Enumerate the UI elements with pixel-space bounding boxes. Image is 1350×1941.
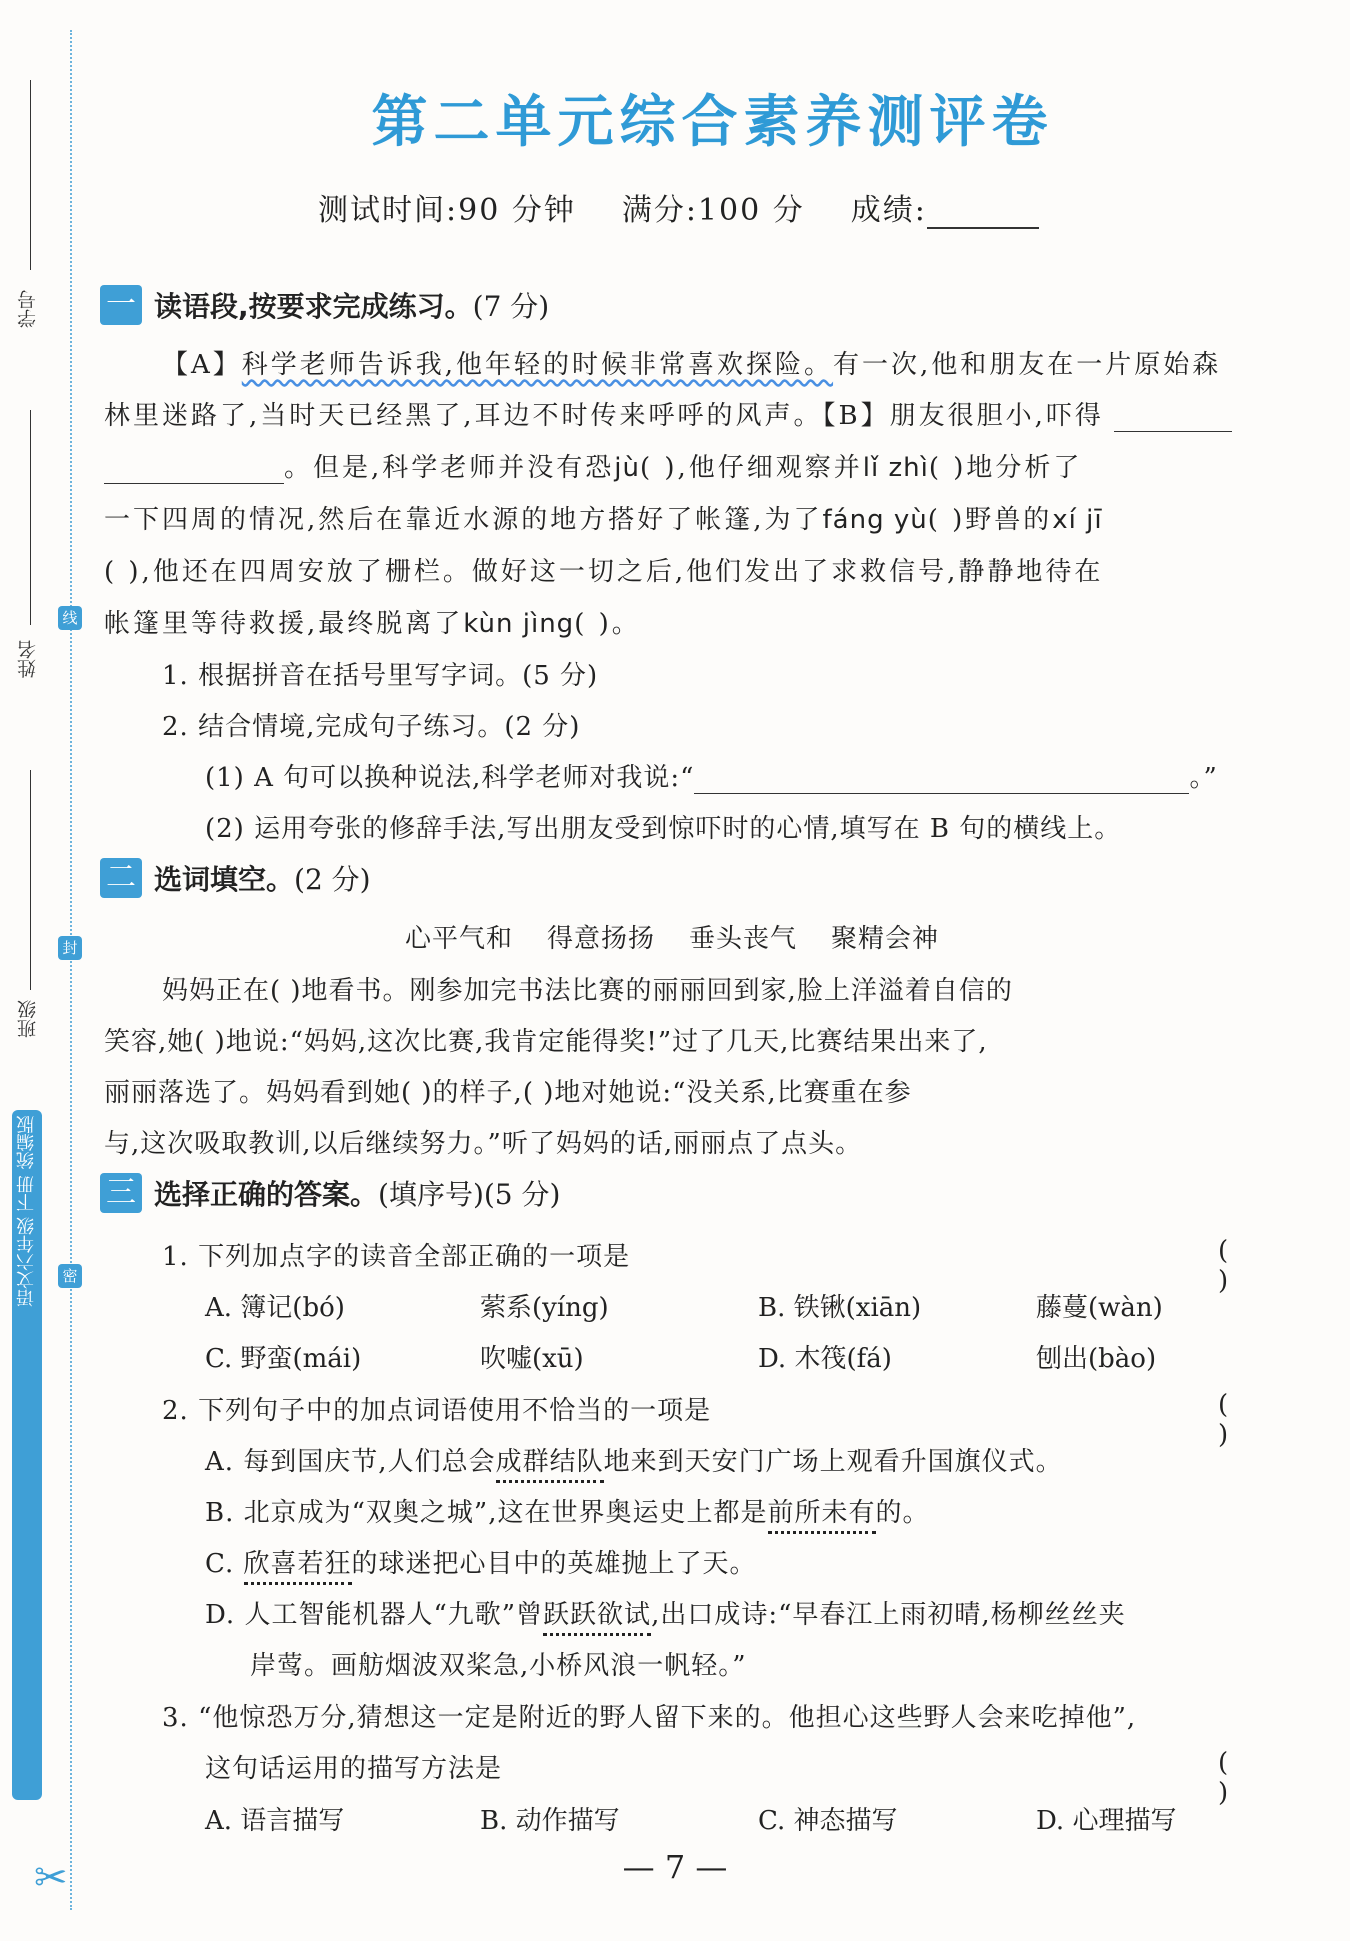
answer-parentheses[interactable]: ( ) xyxy=(1218,1390,1265,1450)
option-c: C. 神态描写 xyxy=(758,1806,898,1836)
answer-parentheses[interactable]: ( ) xyxy=(1218,1748,1265,1808)
word-option: 心平气和 xyxy=(405,924,514,954)
section-points: (填序号)(5 分) xyxy=(378,1178,561,1211)
passage-line xyxy=(104,603,641,640)
dotted-word: 欣喜若狂 xyxy=(244,1549,352,1585)
word-bank xyxy=(405,918,939,955)
word-option: 垂头丧气 xyxy=(689,924,798,954)
score-label: 成绩: xyxy=(850,193,927,228)
option-c-2: 吹嘘(xū) xyxy=(480,1344,584,1374)
blank-b-1[interactable] xyxy=(1114,405,1232,432)
option-d-continued: 岸莺。画舫烟波双桨急,小桥风浪一帆轻。” xyxy=(250,1651,747,1681)
passage-text: ( ),他仔细观察并 xyxy=(639,453,863,483)
score-field xyxy=(851,185,1039,229)
option-b: B. 动作描写 xyxy=(480,1806,620,1836)
section-points: (7 分) xyxy=(472,290,550,323)
option-a-2: 萦系(yíng) xyxy=(480,1293,609,1323)
passage-line xyxy=(104,395,1232,432)
passage-text: 帐篷里等待救援,最终脱离了 xyxy=(104,609,464,639)
fill-paragraph-line: 妈妈正在( )地看书。刚参加完书法比赛的丽丽回到家,脸上洋溢着自信的 xyxy=(162,976,1013,1006)
question-2: 2. 结合情境,完成句子练习。(2 分) xyxy=(162,712,581,742)
option-text: ,出口成诗:“早春江上雨初晴,杨柳丝丝夹 xyxy=(651,1600,1126,1630)
option-text: 的球迷把心目中的英雄抛上了天。 xyxy=(351,1549,757,1579)
student-no-label: 学号 xyxy=(17,290,39,328)
option-text: 地来到天安门广场上观看升国旗仪式。 xyxy=(603,1447,1063,1477)
answer-parentheses[interactable]: ( ) xyxy=(1218,1236,1265,1296)
option-c-1: C. 野蛮(mái) xyxy=(205,1344,362,1374)
section-badge: 一 xyxy=(100,285,142,325)
pinyin: jù xyxy=(614,453,640,483)
passage-text: ( )野兽的 xyxy=(927,505,1053,535)
pinyin: fáng yù xyxy=(822,505,928,535)
section-title xyxy=(154,1173,560,1213)
pinyin: xí jī xyxy=(1052,505,1103,535)
mc-question-1: 1. 下列加点字的读音全部正确的一项是 xyxy=(162,1242,631,1272)
pinyin: lǐ zhì xyxy=(862,453,929,483)
fill-paragraph-line: 笑容,她( )地说:“妈妈,这次比赛,我肯定能得奖!”过了几天,比赛结果出来了, xyxy=(104,1027,988,1057)
mc-question-2: 2. 下列句子中的加点词语使用不恰当的一项是 xyxy=(162,1396,712,1426)
passage-line xyxy=(104,447,1082,484)
question-2-1 xyxy=(205,757,1218,794)
sentence-a: 科学老师告诉我,他年轻的时候非常喜欢探险。 xyxy=(241,350,834,380)
passage-text: ( )地分析了 xyxy=(928,453,1083,483)
student-no-line xyxy=(30,80,31,270)
binding-sidebar xyxy=(0,0,78,1941)
passage-text: 。但是,科学老师并没有恐 xyxy=(284,453,615,483)
option-b-1: B. 铁锹(xiān) xyxy=(758,1293,922,1323)
option-a xyxy=(205,1441,1063,1478)
section-title-text: 选词填空。 xyxy=(154,863,295,896)
passage-line xyxy=(104,499,1103,536)
seal-tag-seal: 封 xyxy=(58,936,82,960)
option-b xyxy=(205,1492,930,1529)
section-badge: 三 xyxy=(100,1173,142,1213)
option-text: B. 北京成为“双奥之城”,这在世界奥运史上都是 xyxy=(205,1498,768,1528)
section-2-heading xyxy=(100,858,371,898)
section-title-text: 读语段,按要求完成练习。 xyxy=(154,290,473,323)
option-d xyxy=(205,1594,1126,1631)
dotted-word: 跃跃欲试 xyxy=(543,1600,651,1636)
class-line xyxy=(30,770,31,990)
section-title xyxy=(154,858,371,898)
fill-paragraph-line: 丽丽落选了。妈妈看到她( )的样子,( )地对她说:“没关系,比赛重在参 xyxy=(104,1078,912,1108)
score-blank[interactable] xyxy=(927,197,1039,229)
option-text: 的。 xyxy=(875,1498,930,1528)
label-a: 【A】 xyxy=(162,350,242,380)
test-meta xyxy=(318,185,1039,229)
name-label: 姓名 xyxy=(17,640,39,678)
full-score-label: 满分:100 分 xyxy=(621,193,805,228)
option-text: D. 人工智能机器人“九歌”曾 xyxy=(205,1600,544,1630)
word-option: 得意扬扬 xyxy=(547,924,656,954)
section-points: (2 分) xyxy=(294,863,371,896)
option-d: D. 心理描写 xyxy=(1036,1806,1177,1836)
name-line xyxy=(30,410,31,625)
cut-dotted-line xyxy=(70,30,72,1910)
option-d-2: 刨出(bào) xyxy=(1036,1344,1157,1374)
option-d-1: D. 木筏(fá) xyxy=(758,1344,892,1374)
passage-line: ( ),他还在四周安放了栅栏。做好这一切之后,他们发出了求救信号,静静地待在 xyxy=(104,557,1104,587)
fill-paragraph-line: 与,这次吸取教训,以后继续努力。”听了妈妈的话,丽丽点了点头。 xyxy=(104,1129,863,1159)
scissors-icon: ✂ xyxy=(34,1855,68,1901)
section-3-heading xyxy=(100,1173,560,1213)
mc-question-3: 3. “他惊恐万分,猜想这一定是附近的野人留下来的。他担心这些野人会来吃掉他”, xyxy=(162,1703,1137,1733)
question-2-2: (2) 运用夸张的修辞手法,写出朋友受到惊吓时的心情,填写在 B 句的横线上。 xyxy=(205,814,1122,844)
passage-text: 有一次,他和朋友在一片原始森 xyxy=(833,350,1222,380)
passage-text: 林里迷路了,当时天已经黑了,耳边不时传来呼呼的风声。【B】朋友很胆小,吓得 xyxy=(104,401,1104,431)
section-1-heading xyxy=(100,285,549,325)
option-text: A. 每到国庆节,人们总会 xyxy=(205,1447,496,1477)
option-c xyxy=(205,1543,757,1580)
question-1: 1. 根据拼音在括号里写字词。(5 分) xyxy=(162,661,599,691)
question-text: (1) A 句可以换种说法,科学老师对我说:“ xyxy=(205,763,695,793)
class-label: 班级 xyxy=(17,1000,39,1038)
word-option: 聚精会神 xyxy=(831,924,940,954)
passage-line xyxy=(162,344,1221,381)
time-label: 测试时间:90 分钟 xyxy=(318,193,576,228)
blank-b-2[interactable] xyxy=(104,457,284,484)
page-number: — 7 — xyxy=(622,1848,728,1886)
dotted-word: 前所未有 xyxy=(768,1498,876,1534)
book-title: 语文六年级 下册 统编版 xyxy=(12,1110,42,1800)
section-title-text: 选择正确的答案。 xyxy=(154,1178,379,1211)
passage-text: ( )。 xyxy=(574,609,641,639)
option-a-1: A. 簿记(bó) xyxy=(205,1293,345,1323)
section-badge: 二 xyxy=(100,858,142,898)
page-title: 第二单元综合素养测评卷 xyxy=(371,90,1054,155)
seal-tag-line: 线 xyxy=(58,606,82,630)
option-text: C. xyxy=(205,1549,244,1579)
option-a: A. 语言描写 xyxy=(205,1806,345,1836)
passage-text: 一下四周的情况,然后在靠近水源的地方搭好了帐篷,为了 xyxy=(104,505,823,535)
seal-tag-secret: 密 xyxy=(58,1264,82,1288)
mc-question-3-continued: 这句话运用的描写方法是 xyxy=(205,1754,503,1784)
option-b-2: 藤蔓(wàn) xyxy=(1036,1293,1163,1323)
question-text: 。” xyxy=(1189,763,1218,793)
answer-blank[interactable] xyxy=(694,767,1189,794)
dotted-word: 成群结队 xyxy=(496,1447,604,1483)
section-title xyxy=(154,285,549,325)
pinyin: kùn jìng xyxy=(463,609,575,639)
